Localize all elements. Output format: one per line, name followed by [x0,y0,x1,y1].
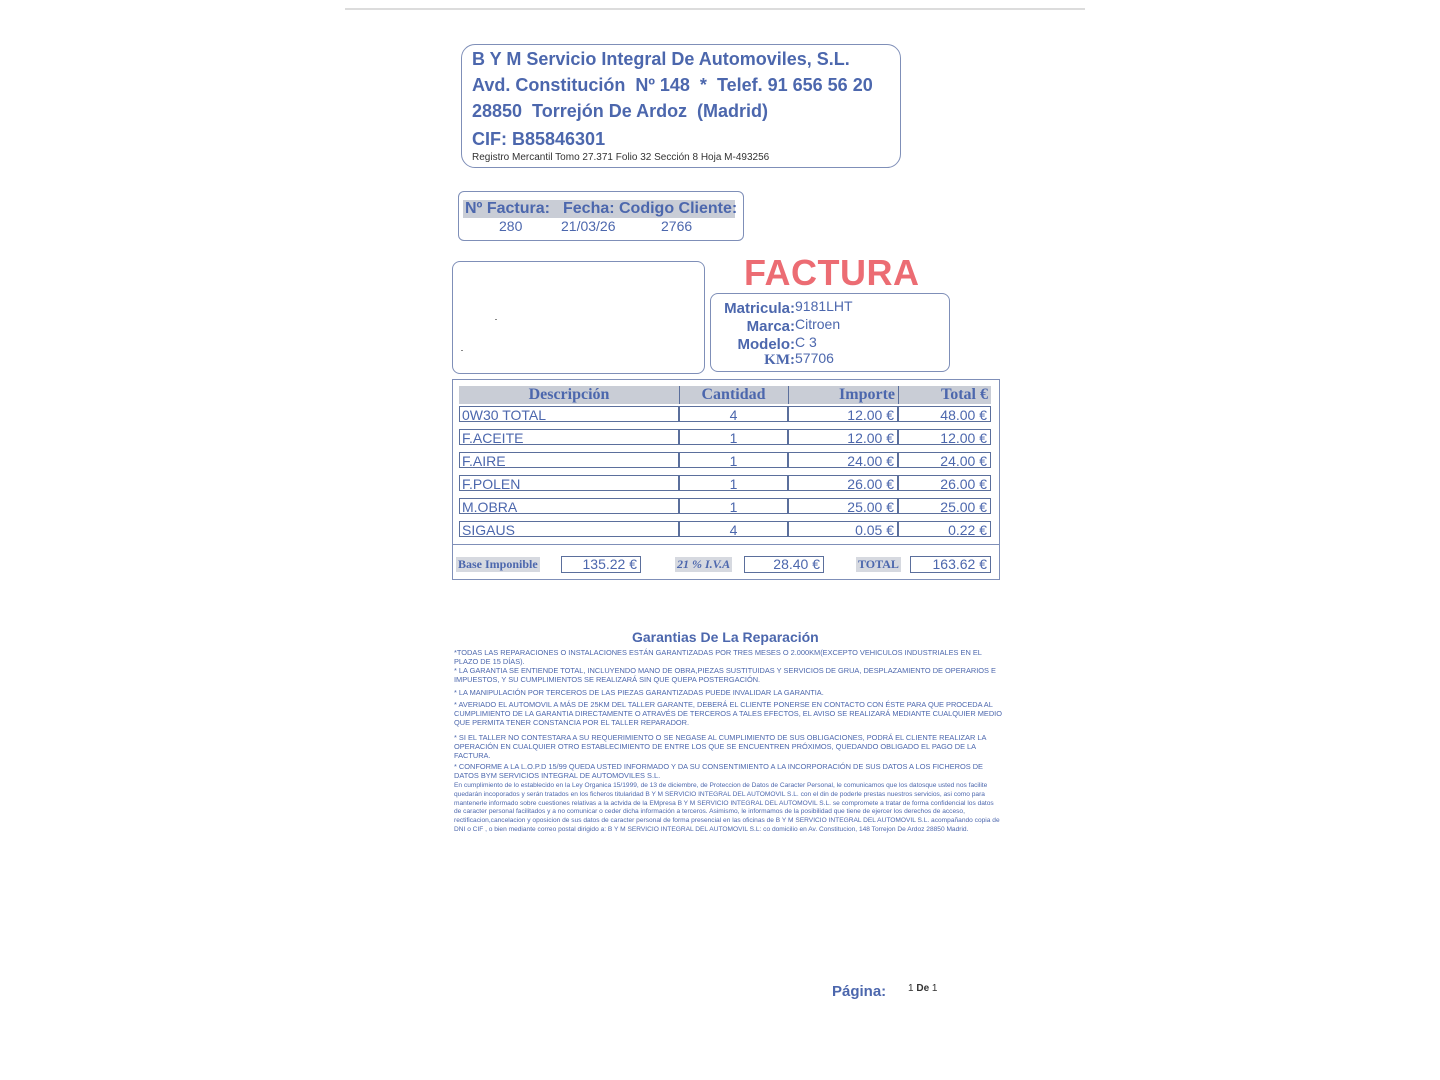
page-label: Página: [832,983,887,1000]
invoice-date: 21/03/26 [561,218,616,234]
company-cif: CIF: B85846301 [472,129,606,149]
model-label: Modelo: [737,336,795,353]
invoice-info-box [458,191,744,241]
header-divider [788,386,789,404]
item-quantity: 1 [679,429,788,445]
invoice-number-label: Nº Factura: [465,200,550,217]
km-label: KM: [764,352,795,368]
warranty-clause: * LA MANIPULACIÓN POR TERCEROS DE LAS PIEZAS GARANTIZADAS PUEDE INVALIDAR LA GARANTIA. [454,688,824,697]
table-row [459,521,991,538]
page-number [908,983,937,994]
top-divider [345,8,1085,10]
warranty-clause: * SI EL TALLER NO CONTESTARA A SU REQUERIMIENTO O SE NEGASE AL CUMPLIMIENTO DE SUS OBLIGACIONES, PODRÁ EL CLIENTE REALIZAR LA OPERACIÓN EN CUALQUIER OTRO ESTABLECIMIENTO DE ENTRE LOS QUE SE ENCUENTREN PRÓXIMOS, QUEDANDO OBLIGADO EL PAGO DE LA FACTURA. [454,733,986,760]
brand-value: Citroen [795,316,841,332]
brand-label: Marca: [746,318,795,335]
item-description: M.OBRA [459,498,679,514]
vehicle-brand-row [711,316,949,334]
item-total: 0.22 € [898,521,991,537]
model-value: C 3 [795,334,817,350]
item-price: 25.00 € [788,498,898,514]
company-name: B Y M Servicio Integral De Automoviles, S.L. [472,49,850,69]
item-total: 12.00 € [898,429,991,445]
header-quantity: Cantidad [701,386,766,403]
item-description: F.ACEITE [459,429,679,445]
item-total: 26.00 € [898,475,991,491]
item-price: 24.00 € [788,452,898,468]
invoice-number: 280 [499,218,523,234]
warranty-clause: *TODAS LAS REPARACIONES O INSTALACIONES ESTÁN GARANTIZADAS POR TRES MESES O 2.000KM(EXCEPTO VEHICULOS INDUSTRIALES EN EL PLAZO DE 15 DÍAS). [454,648,982,666]
item-price: 0.05 € [788,521,898,537]
warranty-clause: * AVERIADO EL AUTOMOVIL A MÁS DE 25KM DEL TALLER GARANTE, DEBERÁ EL CLIENTE PONERSE EN CONTACTO CON ÉSTE PARA QUE PROCEDA AL CUMPLIMIENTO DE LA GARANTIA DIRECTAMENTE O ATRAVÉS DE TERCEROS A TALES EFECTOS, EL AVISO SE REALIZARÁ MEDIANTE CUALQUIER MEDIO QUE PERMITA TENER CONSTANCIA POR EL TALLER REPARADOR. [454,700,1002,727]
item-description: F.POLEN [459,475,679,491]
client-code-label: Codigo Cliente: [619,200,738,217]
item-total: 48.00 € [898,406,991,422]
item-quantity: 1 [679,475,788,491]
totals-divider [452,544,1000,545]
header-total: Total € [941,386,988,403]
item-price: 12.00 € [788,406,898,422]
table-row [459,406,991,423]
vehicle-plate-row [711,298,949,316]
scan-speck [495,319,497,320]
invoice-info-header [463,200,738,218]
invoice-date-label: Fecha: [563,200,615,217]
item-price: 12.00 € [788,429,898,445]
plate-label: Matricula: [724,300,795,317]
base-value: 135.22 € [561,556,641,573]
table-row [459,498,991,515]
scan-speck [461,350,463,351]
table-row [459,429,991,446]
warranty-clause: * LA GARANTIA SE ENTIENDE TOTAL, INCLUYENDO MANO DE OBRA,PIEZAS SUSTITUIDAS Y SERVICIOS DE GRUA, DESPLAZAMIENTO DE OPERARIOS E IMPUESTOS, Y SU CUMPLIMIENTOS SE REALIZARÁ SIN QUE QUEPA POSTERGACIÓN. [454,666,996,684]
vehicle-info-box [710,293,950,372]
header-divider [679,386,680,404]
item-quantity: 1 [679,452,788,468]
warranty-clause: * CONFORME A LA L.O.P.D 15/99 QUEDA USTED INFORMADO Y DA SU CONSENTIMIENTO A LA INCORPORACIÓN DE SUS DATOS A LOS FICHEROS DE DATOS BYM SERVICIOS INTEGRAL DE AUTOMOVILES S.L. [454,762,983,780]
item-quantity: 4 [679,406,788,422]
header-price: Importe [839,386,895,403]
item-total: 25.00 € [898,498,991,514]
page-of: De [916,983,930,994]
table-row [459,475,991,492]
table-row [459,452,991,469]
header-divider [898,386,899,404]
total-value: 163.62 € [910,556,991,573]
client-code: 2766 [661,218,693,234]
total-label: TOTAL [858,557,899,571]
warranty-title: Garantias De La Reparación [632,629,819,645]
page-current: 1 [908,983,914,994]
item-description: SIGAUS [459,521,679,537]
base-label: Base Imponible [458,557,538,571]
data-protection-notice: En cumplimiento de lo establecido en la Ley Organica 15/1999, de 13 de diciembre, de Proteccion de Datos de Caracter Personal, le comunicamos que los datosque usted nos facilite quedarán incoporados y serán tratados en los ficheros titularidad B Y M SERVICIO INTEGRAL DEL AUTOMOVIL S.L. con el din de poderle prestas nuestros servicios, asi como para mantenerle informado sobre cuestiones relativas a la actvida de la EMpresa B Y M SERVICIO INTEGRAL DEL AUTOMOVIL S.L. se compromete a tratar de forma confidencial los datos de caracter personal facilitados y a no comunicar o ceder dicha información a terceros. Asimismo, le informamos de la posibilidad que tiene de ejercer los derechos de acceso, rectificacion,cancelacion y oposicion de sus datos de caracter personal de forma presencial en las oficinas de B Y M SERVICIO INTEGRAL DEL AUTOMOVIL S.L. acompañando copia de DNI o CIF , o bien mediante correo postal dirigido a: B Y M SERVICIO INTEGRAL DEL AUTOMOVIL S.L: co domicilio en Av. Constitucion, 148 Torrejon De Ardoz 28850 Madrid. [454,782,1000,833]
company-header-box [461,44,901,168]
km-value: 57706 [795,350,834,366]
items-table-header [459,386,991,404]
iva-value: 28.40 € [744,556,824,573]
item-price: 26.00 € [788,475,898,491]
item-description: F.AIRE [459,452,679,468]
item-total: 24.00 € [898,452,991,468]
iva-label: 21 % I.V.A [677,557,731,571]
page-total: 1 [931,983,938,994]
company-address: Avd. Constitución Nº 148 * Telef. 91 656 56 20 [472,75,873,95]
vehicle-km-row [711,350,949,368]
item-description: 0W30 TOTAL [459,406,679,422]
company-city: 28850 Torrejón De Ardoz (Madrid) [472,101,769,121]
document-title: FACTURA [744,252,920,293]
header-description: Descripción [528,386,610,403]
item-quantity: 1 [679,498,788,514]
client-address-box [452,261,705,374]
plate-value: 9181LHT [795,298,853,314]
item-quantity: 4 [679,521,788,537]
company-registry: Registro Mercantil Tomo 27.371 Folio 32 Sección 8 Hoja M-493256 [472,152,770,163]
